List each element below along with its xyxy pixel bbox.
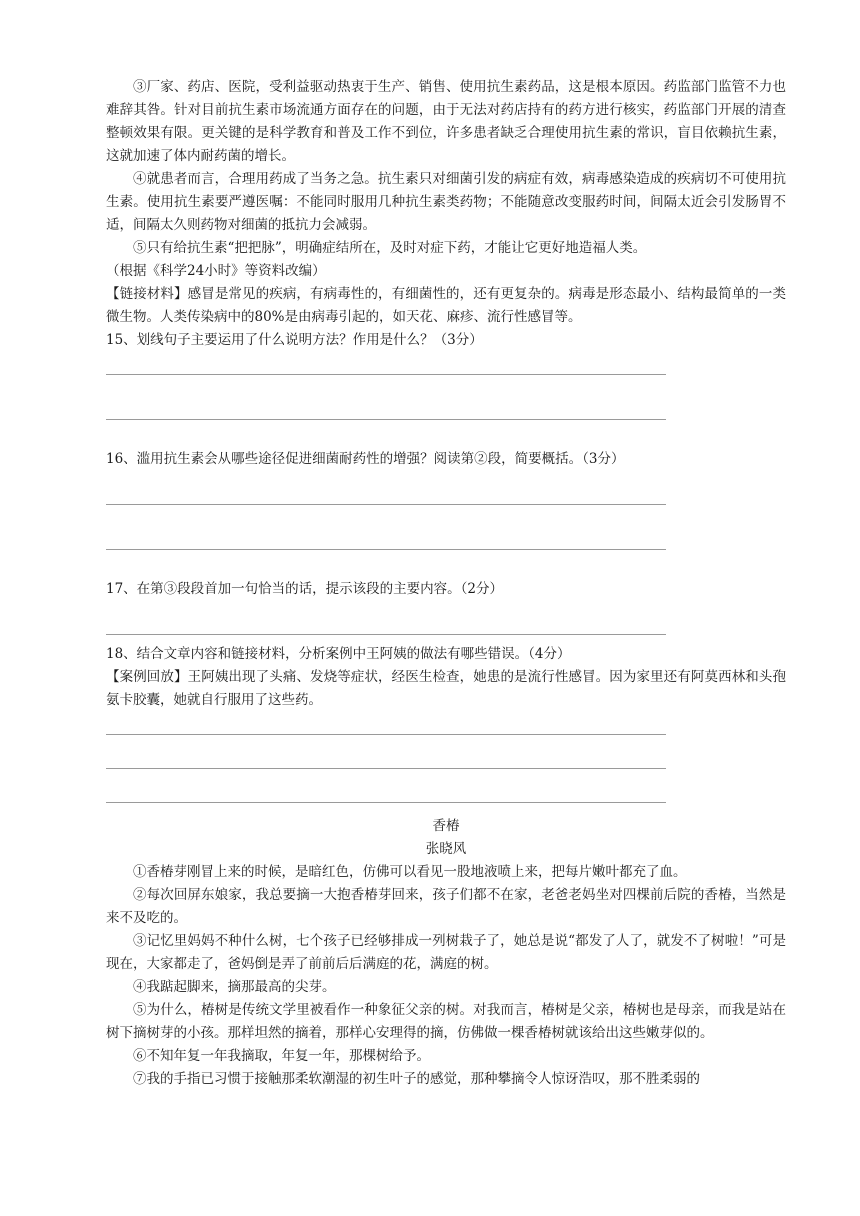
- passage-source: （根据《科学24小时》等资料改编）: [106, 263, 326, 279]
- passage-paragraph-4: ④就患者而言，合理用药成了当务之急。抗生素只对细菌引发的病症有效，病毒感染造成的疾病切不可使用抗生素。使用抗生素要严遵医嘱：不能同时服用几种抗生素类药物；不能随意改变服药时间，间隔太近会引发肠胃不适，间隔太久则药物对细菌的抵抗力会减弱。: [106, 171, 786, 233]
- essay-paragraph: ⑤为什么，椿树是传统文学里被看作一种象征父亲的树。对我而言，椿树是父亲，椿树也是母亲，而我是站在树下摘树芽的小孩。那样坦然的摘着，那样心安理得的摘，仿佛做一棵香椿树就该给出这些嫩芽似的。: [106, 1002, 786, 1041]
- essay-author: 张晓风: [425, 841, 467, 857]
- essay-title: 香椿: [432, 818, 460, 834]
- answer-line[interactable]: [106, 768, 666, 769]
- passage-paragraph-3: ③厂家、药店、医院，受利益驱动热衷于生产、销售、使用抗生素药品，这是根本原因。药监部门监管不力也难辞其咎。针对目前抗生素市场流通方面存在的问题，由于无法对药店持有的药方进行核实，药监部门开展的清查整顿效果有限。更关键的是科学教育和普及工作不到位，许多患者缺乏合理使用抗生素的常识，盲目依赖抗生素，这就加速了体内耐药菌的增长。: [106, 79, 786, 164]
- essay-paragraph: ①香椿芽刚冒上来的时候，是暗红色，仿佛可以看见一股地液喷上来，把每片嫩叶都充了血。: [133, 864, 687, 880]
- answer-line[interactable]: [106, 419, 666, 420]
- essay-paragraph: ⑦我的手指已习惯于接触那柔软潮湿的初生叶子的感觉，那种攀摘令人惊讶浩叹，那不胜柔弱的: [133, 1071, 700, 1087]
- document-page: [106, 76, 786, 1091]
- answer-line[interactable]: [106, 634, 666, 635]
- answer-line[interactable]: [106, 504, 666, 505]
- case-review: 【案例回放】王阿姨出现了头痛、发烧等症状，经医生检查，她患的是流行性感冒。因为家里还有阿莫西林和头孢氨卡胶囊，她就自行服用了这些药。: [106, 669, 786, 708]
- passage-paragraph-5: ⑤只有给抗生素“把把脉”，明确症结所在，及时对症下药，才能让它更好地造福人类。: [133, 240, 647, 256]
- question-18: 18、结合文章内容和链接材料，分析案例中王阿姨的做法有哪些错误。（4分）: [106, 646, 571, 662]
- essay-paragraph: ⑥不知年复一年我摘取，年复一年，那棵树给予。: [133, 1048, 430, 1064]
- question-16: 16、滥用抗生素会从哪些途径促进细菌耐药性的增强？阅读第②段，简要概括。（3分）: [106, 451, 625, 467]
- link-material: 【链接材料】感冒是常见的疾病，有病毒性的，有细菌性的，还有更复杂的。病毒是形态最小、结构最简单的一类微生物。人类传染病中的80%是由病毒引起的，如天花、麻疹、流行性感冒等。: [106, 286, 786, 325]
- question-15: 15、划线句子主要运用了什么说明方法？作用是什么？（3分）: [106, 332, 483, 348]
- answer-line[interactable]: [106, 802, 666, 803]
- essay-paragraph: ②每次回屏东娘家，我总要摘一大抱香椿芽回来，孩子们都不在家，老爸老妈坐对四棵前后院的香椿，当然是来不及吃的。: [106, 887, 786, 926]
- answer-line[interactable]: [106, 734, 666, 735]
- essay-paragraph: ③记忆里妈妈不种什么树，七个孩子已经够排成一列树栽子了，她总是说“都发了人了，就发不了树啦！”可是现在，大家都走了，爸妈倒是弄了前前后后满庭的花，满庭的树。: [106, 933, 786, 972]
- answer-line[interactable]: [106, 374, 666, 375]
- question-17: 17、在第③段段首加一句恰当的话，提示该段的主要内容。（2分）: [106, 581, 504, 597]
- essay-paragraph: ④我踮起脚来，摘那最高的尖芽。: [133, 979, 336, 995]
- answer-line[interactable]: [106, 549, 666, 550]
